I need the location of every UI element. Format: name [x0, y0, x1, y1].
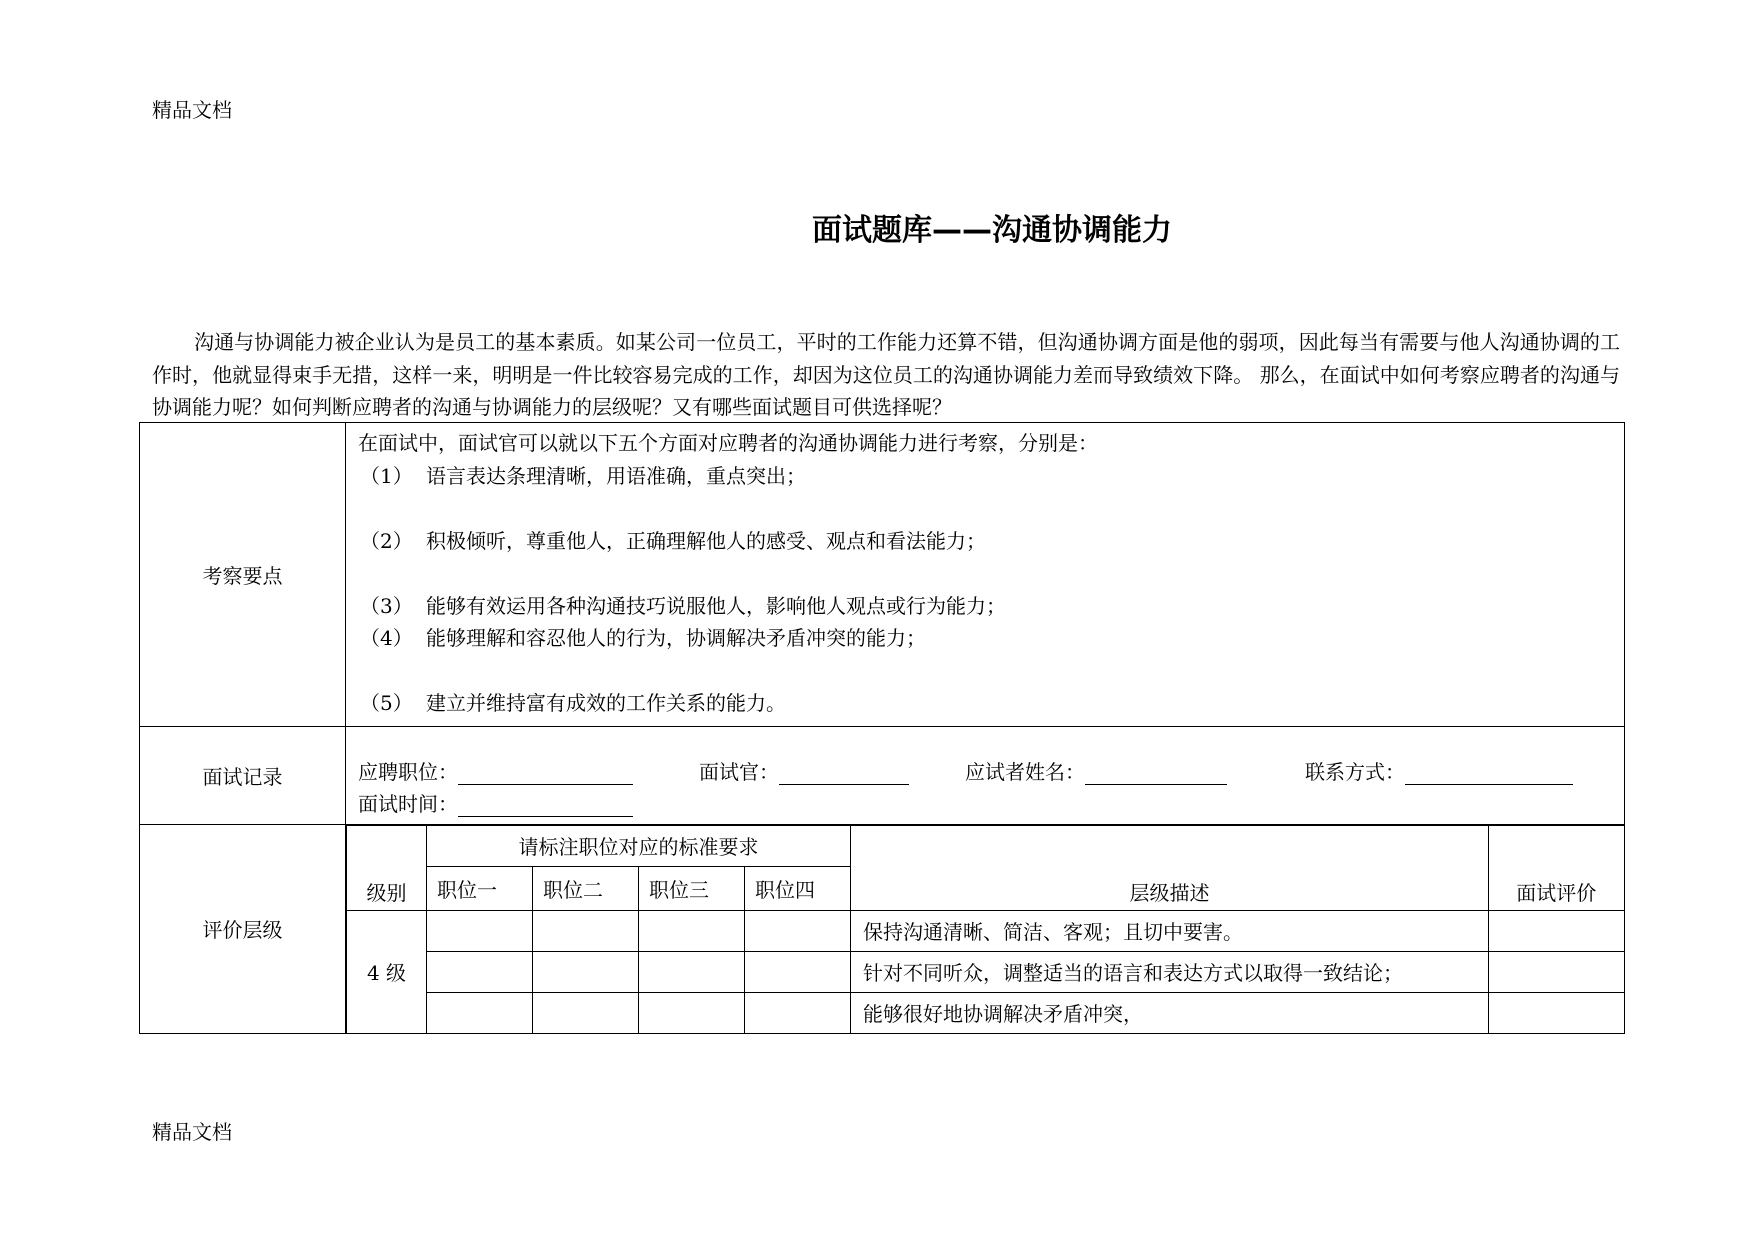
eval-label: 评价层级 — [140, 824, 346, 1034]
table-row — [347, 910, 1625, 951]
position-2-check[interactable] — [533, 992, 639, 1033]
interview-table — [139, 422, 1625, 1034]
page-header: 精品文档 — [152, 98, 232, 122]
level-description: 能够很好地协调解决矛盾冲突， — [851, 992, 1489, 1033]
intro-paragraph: 沟通与协调能力被企业认为是员工的基本素质。如某公司一位员工，平时的工作能力还算不错，但沟通协调方面是他的弱项，因此每当有需要与他人沟通协调的工作时，他就显得束手无措，这样一来，明明是一件比较容易完成的工作，却因为这位员工的沟通协调能力差而导致绩效下降。 那么，在面试中如何考察应聘者的沟通与协调能力呢？如何判断应聘者的沟通与协调能力的层级呢？又有哪些面试题目可供选择呢？ — [152, 330, 1620, 419]
rating-cell[interactable] — [1489, 951, 1625, 992]
candidate-field[interactable] — [1085, 760, 1227, 785]
candidate-label: 应试者姓名： — [965, 759, 1085, 784]
position-1-check[interactable] — [427, 951, 533, 992]
point-item — [358, 525, 1614, 558]
table-row — [347, 992, 1625, 1033]
position-4-check[interactable] — [745, 910, 851, 951]
point-item — [358, 590, 1614, 623]
record-line-2 — [358, 785, 1614, 817]
position-2-check[interactable] — [533, 951, 639, 992]
rating-cell[interactable] — [1489, 910, 1625, 951]
position-4-check[interactable] — [745, 951, 851, 992]
points-content — [346, 423, 1625, 727]
record-content — [346, 726, 1625, 824]
position-3-check[interactable] — [639, 951, 745, 992]
position-label: 应聘职位： — [358, 759, 458, 784]
point-number: （2） — [360, 528, 413, 553]
level-4-cell: 4 级 — [347, 910, 427, 1033]
time-label: 面试时间： — [358, 791, 458, 816]
point-number: （4） — [360, 626, 413, 650]
interviewer-field[interactable] — [779, 760, 909, 785]
contact-field[interactable] — [1405, 760, 1573, 785]
position-1-check[interactable] — [427, 992, 533, 1033]
table-row — [347, 951, 1625, 992]
level-description: 保持沟通清晰、简洁、客观；且切中要害。 — [851, 910, 1489, 951]
rating-cell[interactable] — [1489, 992, 1625, 1033]
time-field[interactable] — [458, 792, 633, 817]
page-footer: 精品文档 — [152, 1120, 232, 1144]
point-item — [358, 687, 1614, 720]
desc-header: 层级描述 — [851, 825, 1489, 910]
position-field[interactable] — [458, 760, 633, 785]
record-label: 面试记录 — [140, 726, 346, 824]
position-1-check[interactable] — [427, 910, 533, 951]
position-3-check[interactable] — [639, 910, 745, 951]
level-description: 针对不同听众，调整适当的语言和表达方式以取得一致结论； — [851, 951, 1489, 992]
rating-header: 面试评价 — [1489, 825, 1625, 910]
level-header: 级别 — [347, 825, 427, 910]
points-row — [140, 423, 1625, 727]
points-lead: 在面试中，面试官可以就以下五个方面对应聘者的沟通协调能力进行考察，分别是： — [358, 431, 1098, 455]
position-2-header: 职位二 — [533, 866, 639, 910]
point-item — [358, 460, 1614, 493]
point-number: （5） — [360, 691, 413, 715]
point-text: 建立并维持富有成效的工作关系的能力。 — [426, 691, 786, 715]
position-4-header: 职位四 — [745, 866, 851, 910]
standard-header: 请标注职位对应的标准要求 — [427, 825, 851, 866]
position-3-header: 职位三 — [639, 866, 745, 910]
interviewer-label: 面试官： — [699, 759, 779, 784]
point-text: 语言表达条理清晰，用语准确，重点突出； — [426, 463, 806, 488]
position-4-check[interactable] — [745, 992, 851, 1033]
document-title: 面试题库——沟通协调能力 — [812, 213, 1172, 248]
point-number: （3） — [360, 593, 413, 618]
points-label: 考察要点 — [140, 423, 346, 727]
point-text: 能够有效运用各种沟通技巧说服他人，影响他人观点或行为能力； — [426, 593, 1006, 618]
point-text: 积极倾听，尊重他人，正确理解他人的感受、观点和看法能力； — [426, 528, 986, 553]
eval-table — [346, 825, 1625, 1034]
position-1-header: 职位一 — [427, 866, 533, 910]
eval-row — [140, 824, 1625, 1034]
record-row — [140, 726, 1625, 824]
point-item — [358, 622, 1614, 655]
point-text: 能够理解和容忍他人的行为，协调解决矛盾冲突的能力； — [426, 626, 926, 650]
point-number: （1） — [360, 463, 413, 488]
contact-label: 联系方式： — [1305, 759, 1405, 784]
eval-content — [346, 824, 1625, 1034]
record-line-1 — [358, 753, 1614, 785]
position-2-check[interactable] — [533, 910, 639, 951]
position-3-check[interactable] — [639, 992, 745, 1033]
